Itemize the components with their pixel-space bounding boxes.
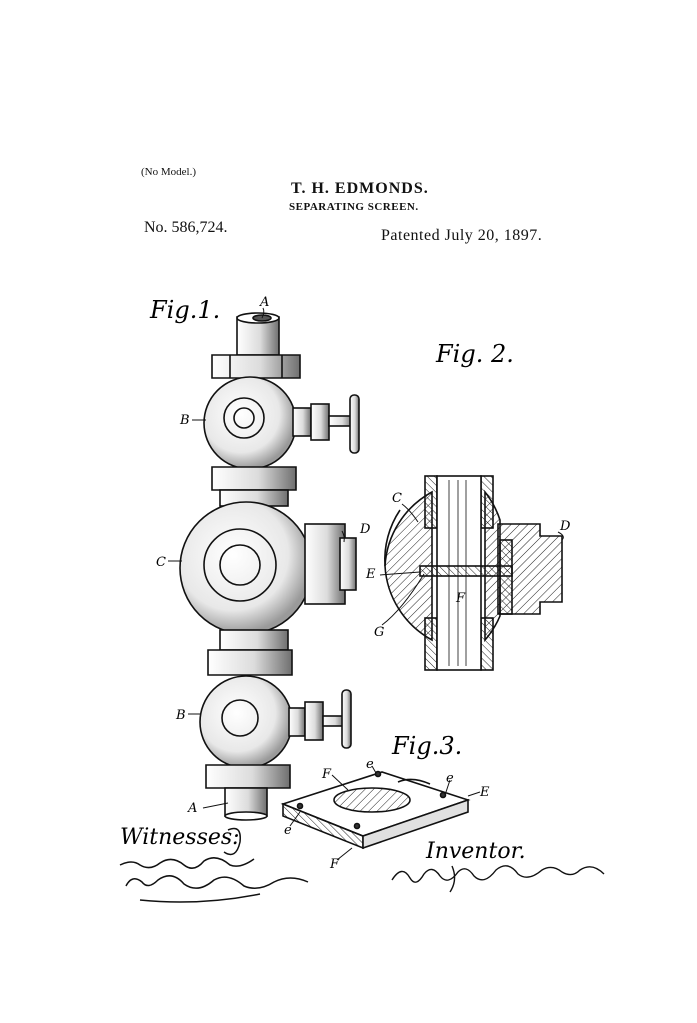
patent-title: SEPARATING SCREEN. [289,201,419,213]
ref-letter-c-fig1: C [156,555,166,570]
inventor-name-heading: T. H. EDMONDS. [291,180,429,197]
fig3-drawing [283,772,468,849]
ref-letter-b-upper: B [180,413,190,428]
fig2-label: Fig. 2. [436,340,514,368]
ref-letter-e-fig2: E [366,567,376,582]
patent-date: Patented July 20, 1897. [381,227,543,244]
ref-letter-d-fig1: D [360,522,371,537]
fig1-drawing [180,313,359,820]
ref-letter-f-fig3-top: F [322,767,332,782]
patent-number: No. 586,724. [144,219,228,236]
fig1-label: Fig.1. [150,296,221,324]
inventor-label: Inventor. [426,839,526,864]
ref-letter-e-fig3-c: e [284,823,292,838]
ref-letter-f-fig2: F [456,591,466,606]
ref-letter-a-bottom: A [188,801,198,816]
no-model-note: (No Model.) [141,166,196,178]
ref-letter-c-fig2: C [392,491,402,506]
ref-letter-b-lower: B [176,708,186,723]
ref-letter-d-fig2: D [560,519,571,534]
witnesses-label: Witnesses: [120,825,240,850]
ref-letter-a-top: A [260,295,270,310]
fig3-label: Fig.3. [392,732,463,760]
ref-letter-capital-e-fig3: E [480,785,490,800]
ref-letter-g-fig2: G [374,625,385,640]
ref-letter-e-fig3-a: e [366,757,374,772]
ref-letter-e-fig3-b: e [446,771,454,786]
ref-letter-f-fig3-bottom: F [330,857,340,872]
inventor-signature [392,866,604,892]
